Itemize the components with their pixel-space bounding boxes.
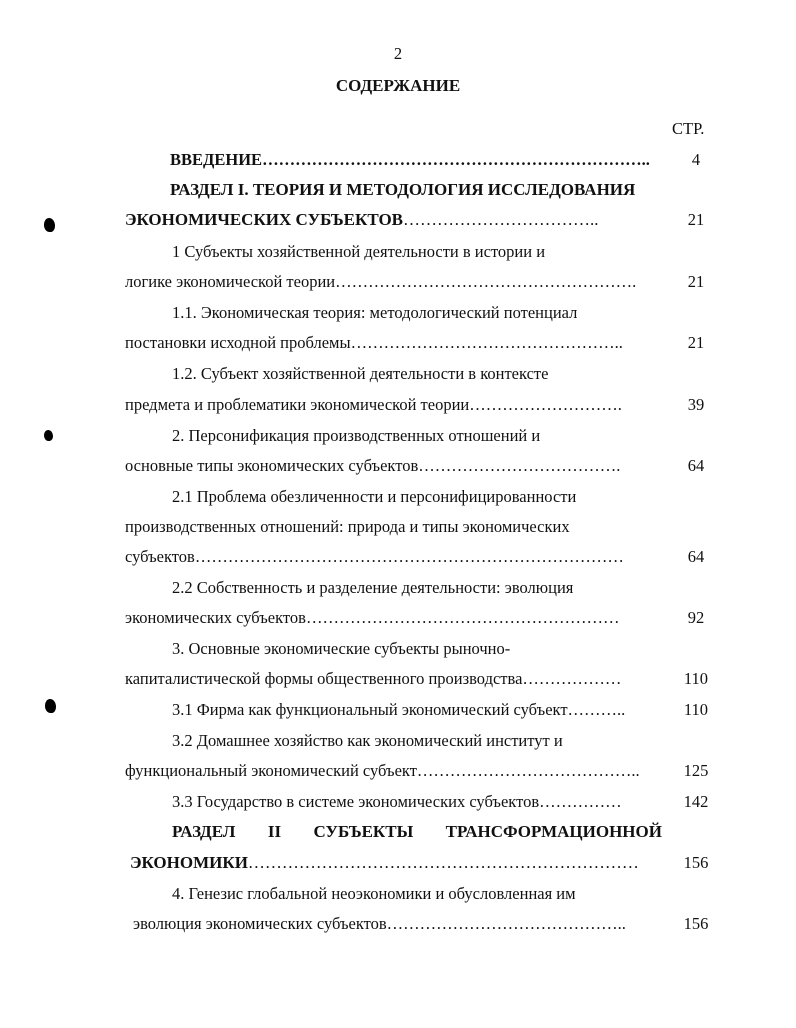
toc-section-heading: ЭКОНОМИКИ…………………………………………………………… (130, 853, 639, 872)
toc-page-number: 92 (687, 608, 705, 627)
toc-entry: 1.2. Субъект хозяйственной деятельности в контексте (172, 364, 549, 383)
toc-entry: 3. Основные экономические субъекты рыночно- (172, 639, 511, 658)
page-number: 2 (393, 44, 403, 63)
binder-hole-mark (45, 699, 56, 713)
toc-page-number: 21 (687, 333, 705, 352)
toc-page-number: 21 (687, 272, 705, 291)
toc-page-number: 110 (683, 700, 709, 719)
toc-entry: производственных отношений: природа и типы экономических (125, 517, 570, 536)
toc-entry: 2.1 Проблема обезличенности и персонифицированности (172, 487, 577, 506)
toc-entry: субъектов…………………………………………………………………… (125, 547, 624, 566)
toc-entry: основные типы экономических субъектов………………………………. (125, 456, 621, 475)
toc-entry: капиталистической формы общественного производства……………… (125, 669, 622, 688)
toc-page-number: 110 (683, 669, 709, 688)
toc-entry: 3.1 Фирма как функциональный экономический субъект……….. (172, 700, 626, 719)
toc-page-number: 21 (687, 210, 705, 229)
toc-section-heading: ЭКОНОМИЧЕСКИХ СУБЪЕКТОВ…………………………….. (125, 210, 599, 229)
toc-page-number: 39 (687, 395, 705, 414)
page-title: СОДЕРЖАНИЕ (335, 76, 461, 95)
toc-entry: 3.3 Государство в системе экономических субъектов…………… (172, 792, 622, 811)
toc-entry: 4. Генезис глобальной неоэкономики и обусловленная им (172, 884, 576, 903)
toc-entry: 3.2 Домашнее хозяйство как экономический институт и (172, 731, 563, 750)
toc-entry: 2.2 Собственность и разделение деятельности: эволюция (172, 578, 574, 597)
toc-entry: эволюция экономических субъектов…………………………………….. (133, 914, 626, 933)
toc-section-heading: РАЗДЕЛ II СУБЪЕКТЫ ТРАНСФОРМАЦИОННОЙ (172, 822, 662, 841)
toc-page-number: 64 (687, 547, 705, 566)
page-column-header: СТР. (672, 119, 705, 138)
toc-section-heading: РАЗДЕЛ I. ТЕОРИЯ И МЕТОДОЛОГИЯ ИССЛЕДОВАНИЯ (170, 180, 636, 199)
toc-entry: 1 Субъекты хозяйственной деятельности в истории и (172, 242, 546, 261)
toc-entry: логике экономической теории………………………………………………. (125, 272, 637, 291)
toc-page-number: 64 (687, 456, 705, 475)
binder-hole-mark (44, 430, 53, 441)
toc-page-number: 125 (683, 761, 709, 780)
toc-entry: 1.1. Экономическая теория: методологический потенциал (172, 303, 578, 322)
toc-entry: постановки исходной проблемы………………………………………….. (125, 333, 623, 352)
toc-entry: 2. Персонификация производственных отношений и (172, 426, 541, 445)
binder-hole-mark (44, 218, 55, 232)
toc-entry: функциональный экономический субъект………………………………….. (125, 761, 640, 780)
toc-entry: предмета и проблематики экономической теории………………………. (125, 395, 622, 414)
toc-entry: экономических субъектов………………………………………………… (125, 608, 620, 627)
toc-entry-introduction: ВВЕДЕНИЕ…………………………………………………………….. (170, 150, 650, 169)
toc-page-number: 156 (683, 914, 709, 933)
toc-page-number: 142 (683, 792, 709, 811)
toc-page-number: 156 (683, 853, 709, 872)
toc-page-number: 4 (691, 150, 701, 169)
